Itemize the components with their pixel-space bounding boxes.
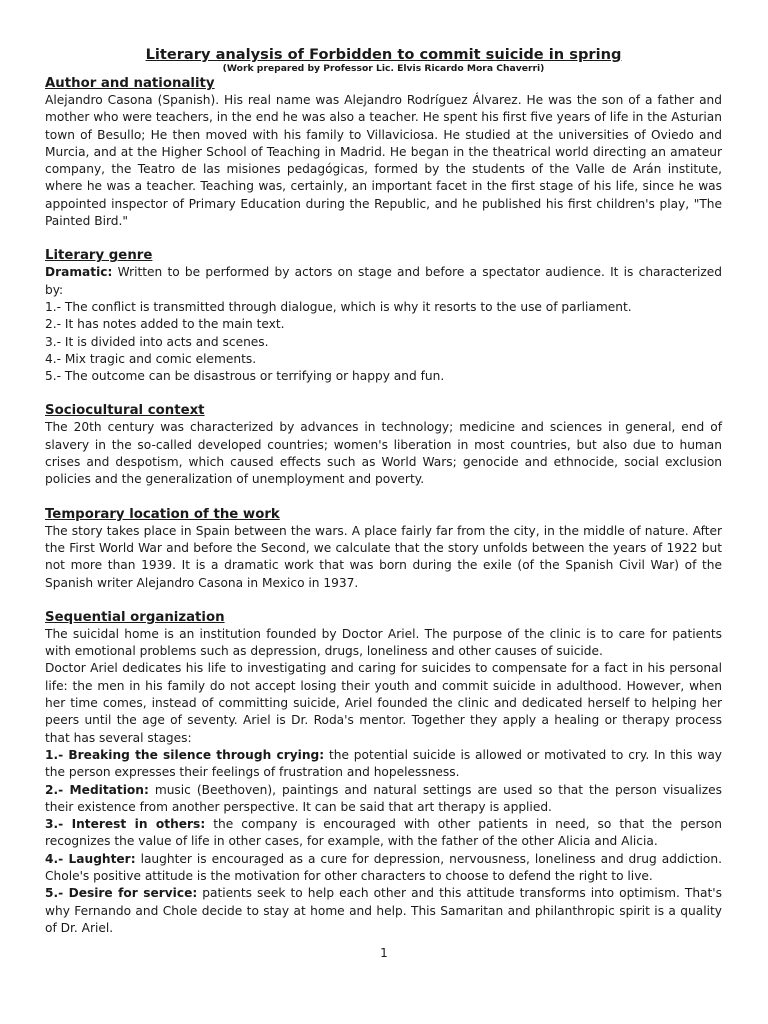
stage-number: 2.- <box>45 782 64 797</box>
stage-item <box>45 782 722 817</box>
document-page <box>45 46 722 937</box>
location-heading: Temporary location of the work <box>45 506 280 522</box>
sequential-paragraph-1: The suicidal home is an institution founded by Doctor Ariel. The purpose of the clinic is to care for patients with emotional problems such as depression, drugs, loneliness and other causes of suicide. <box>45 626 722 659</box>
genre-item: 4.- Mix tragic and comic elements. <box>45 351 257 366</box>
stage-number: 4.- <box>45 851 64 866</box>
page-number: 1 <box>380 946 388 960</box>
stage-item <box>45 747 722 782</box>
genre-item: 3.- It is divided into acts and scenes. <box>45 334 269 349</box>
author-heading: Author and nationality <box>45 76 215 91</box>
genre-item: 1.- The conflict is transmitted through dialogue, which is why it resorts to the use of parliament. <box>45 299 632 314</box>
spacer <box>45 592 722 609</box>
genre-lead-paragraph <box>45 264 722 299</box>
spacer <box>45 385 722 402</box>
stage-text: the potential suicide is allowed or motivated to cry. In this way the person expresses their feelings of frustration and hopelessness. <box>45 747 722 780</box>
stage-text: the company is encouraged with other patients in need, so that the person recognizes the value of life in other cases, for example, with the father of the other Alicia and Alicia. <box>45 817 722 849</box>
context-paragraph: The 20th century was characterized by advances in technology; medicine and sciences in general, end of slavery in the so-called developed countries; women's liberation in most countries, but also due to human crises and despotism, which caused effects such as World Wars; genocide and ethnocide, social exclusion policies and the generalization of unemployment and poverty. <box>45 420 722 487</box>
stage-label: Desire for service: <box>63 886 198 901</box>
stage-number: 5.- <box>45 886 64 901</box>
context-heading: Sociocultural context <box>45 403 205 419</box>
stage-label: Interest in others: <box>63 817 206 832</box>
stage-item <box>45 816 722 851</box>
stage-text: music (Beethoven), paintings and natural settings are used so that the person visualizes their existence from another perspective. It can be said that art therapy is applied. <box>45 782 723 814</box>
stage-number: 3.- <box>45 817 64 832</box>
document-title: Literary analysis of Forbidden to commit suicide in spring <box>145 46 622 63</box>
genre-lead-text: Written to be performed by actors on stage and before a spectator audience. It is characterized by: <box>45 265 722 297</box>
document-subtitle: (Work prepared by Professor Lic. Elvis Ricardo Mora Chaverri) <box>222 63 545 74</box>
genre-heading: Literary genre <box>45 248 153 264</box>
stage-number: 1.- <box>45 747 64 762</box>
genre-item: 5.- The outcome can be disastrous or terrifying or happy and fun. <box>45 369 445 384</box>
stage-label: Meditation: <box>63 782 149 797</box>
stage-label: Breaking the silence through crying: <box>63 747 325 762</box>
spacer <box>45 230 722 247</box>
spacer <box>45 489 722 506</box>
sequential-paragraph-2: Doctor Ariel dedicates his life to investigating and caring for suicides to compensate for a fact in his personal life: the men in his family do not accept losing their youth and commit suicide in adulthood. However, when her time comes, instead of committing suicide, Ariel founded the clinic and dedicated herself to helping her peers until the age of seventy. Ariel is Dr. Roda's mentor. Together they apply a healing or therapy process that has several stages: <box>45 661 722 745</box>
stage-text: patients seek to help each other and this attitude transforms into optimism. That's why Fernando and Chole decide to stay at home and help. This Samaritan and philanthropic spirit is a quality of Dr. Ariel. <box>45 886 722 935</box>
sequential-heading: Sequential organization <box>45 609 225 625</box>
stage-item <box>45 851 722 886</box>
location-paragraph: The story takes place in Spain between the wars. A place fairly far from the city, in the middle of nature. After the First World War and before the Second, we calculate that the story unfolds between the years of 1922 but not more than 1939. It is a dramatic work that was born during the exile (of the Spanish Civil War) of the Spanish writer Alejandro Casona in Mexico in 1937. <box>45 523 722 590</box>
stage-label: Laughter: <box>63 851 136 866</box>
genre-item: 2.- It has notes added to the main text. <box>45 317 285 332</box>
stage-item <box>45 885 722 937</box>
author-paragraph: Alejandro Casona (Spanish). His real name was Alejandro Rodríguez Álvarez. He was the son of a father and mother who were teachers, in the end he was also a teacher. He spent his first five years of life in the Asturian town of Besullo; He then moved with his family to Villaviciosa. He studied at the universities of Oviedo and Murcia, and at the Higher School of Teaching in Madrid. He began in the theatrical world directing an amateur company, the Teatro de las misiones pedagógicas, formed by the students of the Valle de Arán institute, where he was a teacher. Teaching was, certainly, an important facet in the first stage of his life, since he was appointed inspector of Primary Education during the Republic, and he published his first children's play, "The Painted Bird." <box>45 93 722 229</box>
stage-text: laughter is encouraged as a cure for depression, nervousness, loneliness and drug addiction. Chole's positive attitude is the motivation for other characters to choose to defend the right to live. <box>45 851 722 883</box>
genre-lead-label: Dramatic: <box>45 265 113 280</box>
